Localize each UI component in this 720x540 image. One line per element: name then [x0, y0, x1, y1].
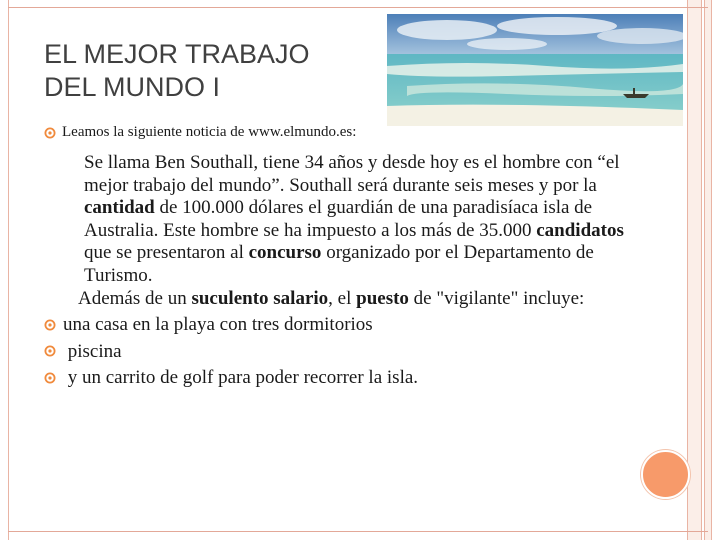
- right-decorative-band: [688, 0, 701, 540]
- bottom-border-line: [8, 531, 708, 532]
- list-item: una casa en la playa con tres dormitorios: [44, 314, 624, 337]
- intro-bullet: [44, 124, 356, 141]
- left-border-line: [8, 0, 9, 540]
- benefits-paragraph: Además de un suculento salario, el puesto de "vigilante" incluye:: [78, 287, 585, 309]
- intro-bullet-text: Leamos la siguiente noticia de www.elmundo.es:: [62, 124, 357, 140]
- sun-bullet-icon: [44, 319, 56, 331]
- sun-bullet-icon: [44, 127, 56, 139]
- title-line-1: EL MEJOR TRABAJO: [44, 39, 310, 69]
- top-border-line: [8, 7, 708, 8]
- list-item: piscina: [44, 341, 624, 364]
- right-border-line-1: [687, 0, 688, 540]
- title-line-2: DEL MUNDO I: [44, 72, 221, 102]
- beach-photo: [387, 14, 683, 126]
- right-border-line-2: [701, 0, 702, 540]
- sun-bullet-icon: [44, 372, 56, 384]
- right-border-line-4: [711, 0, 712, 540]
- sun-bullet-icon: [44, 345, 56, 357]
- beach-photo-image: [387, 14, 683, 126]
- article-body: [44, 152, 624, 390]
- right-border-line-3: [704, 0, 705, 540]
- slide-title: [44, 38, 374, 104]
- decorative-orange-circle: [641, 450, 690, 499]
- news-paragraph: Se llama Ben Southall, tiene 34 años y desde hoy es el hombre con “el mejor trabajo del mundo”. Southall será durante seis meses y por la cantidad de 100.000 dólares el guardián de una paradisíaca isla de Australia. Este hombre se ha impuesto a los más de 35.000 candidatos que se presentaron al concurso organizado por el Departamento de Turismo.: [84, 152, 624, 286]
- list-item: y un carrito de golf para poder recorrer la isla.: [44, 367, 624, 390]
